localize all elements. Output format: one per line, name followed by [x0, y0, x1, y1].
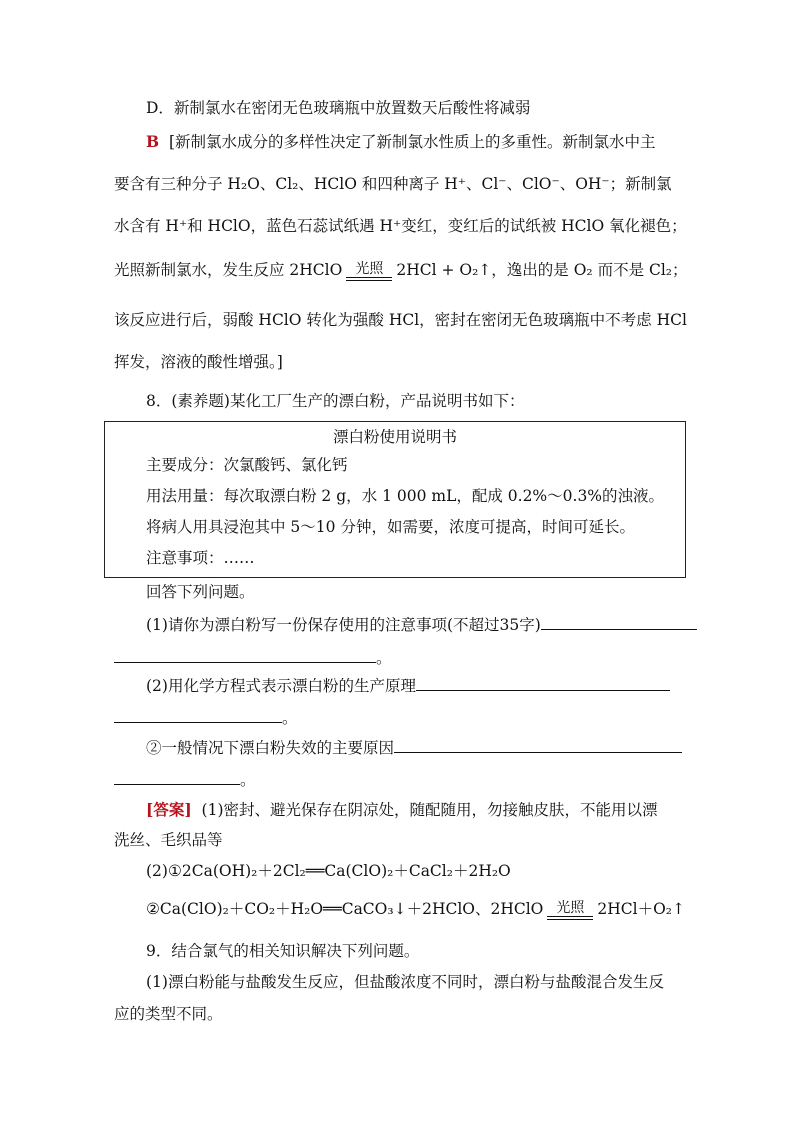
equal-sign — [547, 916, 593, 920]
reaction-condition — [346, 261, 392, 281]
instruction-box — [104, 421, 686, 578]
answer8-line3: (2)①2Ca(OH)₂＋2Cl₂══Ca(ClO)₂＋CaCl₂＋2H₂O — [146, 862, 511, 880]
answer-blank[interactable] — [394, 736, 682, 753]
answer-tag: [答案] — [146, 800, 192, 819]
answer8-line2: 洗丝、毛织品等 — [114, 831, 223, 849]
box-line-1: 主要成分：次氯酸钙、氯化钙 — [146, 456, 348, 474]
answer-letter: B — [146, 132, 160, 151]
answer7-line1 — [146, 131, 716, 153]
part2-end: 。 — [282, 709, 298, 727]
condition-label: 光照 — [355, 261, 384, 277]
part1-text: (1)请你为漂白粉写一份保存使用的注意事项(不超过35字) — [146, 616, 541, 634]
question9-line1: (1)漂白粉能与盐酸发生反应，但盐酸浓度不同时，漂白粉与盐酸混合发生反 — [146, 973, 664, 991]
answer7-text1: [新制氯水成分的多样性决定了新制氯水性质上的多重性。新制氯水中主 — [168, 133, 656, 151]
box-line-3: 将病人用具浸泡其中 5～10 分钟，如需要，浓度可提高，时间可延长。 — [146, 518, 635, 536]
answer7-line6: 挥发，溶液的酸性增强。] — [114, 353, 283, 371]
question8-part1-cont — [114, 646, 684, 669]
equal-sign — [346, 277, 392, 281]
box-line-2: 用法用量：每次取漂白粉 2 g，水 1 000 mL，配成 0.2%～0.3%的浊液。 — [146, 487, 665, 505]
question9-line2: 应的类型不同。 — [114, 1005, 223, 1023]
answer8-text1: (1)密封、避光保存在阴凉处，随配随用，勿接触皮肤，不能用以漂 — [201, 801, 658, 819]
part3-text: ②一般情况下漂白粉失效的主要原因 — [146, 739, 395, 757]
question8-part2-cont — [114, 706, 684, 729]
answer-blank[interactable] — [114, 706, 282, 723]
part2-text: (2)用化学方程式表示漂白粉的生产原理 — [146, 677, 416, 695]
answer8-line1 — [146, 799, 716, 821]
question8-part2 — [146, 674, 716, 697]
answer7-line2: 要含有三种分子 H₂O、Cl₂、HClO 和四种离子 H⁺、Cl⁻、ClO⁻、OH⁻；新制氯 — [114, 175, 672, 193]
answer7-text4b: 2HCl + O₂↑，逸出的是 O₂ 而不是 Cl₂； — [396, 261, 688, 279]
answer-blank[interactable] — [541, 613, 697, 630]
box-title: 漂白粉使用说明书 — [332, 428, 457, 446]
answer-blank[interactable] — [114, 768, 240, 785]
part1-end: 。 — [376, 649, 392, 667]
answer-blank[interactable] — [114, 646, 376, 663]
answer8-text4b: 2HCl＋O₂↑ — [597, 900, 685, 918]
question8-part3 — [146, 736, 716, 759]
question8-intro: 回答下列问题。 — [146, 583, 255, 601]
answer8-line4 — [146, 898, 716, 920]
question8-stem: 8．(素养题)某化工厂生产的漂白粉，产品说明书如下： — [146, 392, 525, 410]
answer-blank[interactable] — [416, 674, 670, 691]
answer7-text4a: 光照新制氯水，发生反应 2HClO — [114, 261, 343, 279]
answer8-text4a: ②Ca(ClO)₂＋CO₂＋H₂O══CaCO₃↓＋2HClO、2HClO — [146, 900, 544, 918]
answer7-line5: 该反应进行后，弱酸 HClO 转化为强酸 HCl，密封在密闭无色玻璃瓶中不考虑 HCl — [114, 311, 687, 329]
reaction-condition — [547, 900, 593, 920]
condition-label: 光照 — [556, 900, 585, 916]
box-line-4: 注意事项：…… — [146, 549, 255, 567]
question8-part3-cont — [114, 768, 684, 791]
answer7-line4 — [114, 259, 688, 281]
option-d: D．新制氯水在密闭无色玻璃瓶中放置数天后酸性将减弱 — [146, 99, 531, 117]
question8-part1 — [146, 613, 716, 636]
part3-end: 。 — [240, 771, 256, 789]
question9-stem: 9．结合氯气的相关知识解决下列问题。 — [146, 942, 420, 960]
answer7-line3: 水含有 H⁺和 HClO，蓝色石蕊试纸遇 H⁺变红，变红后的试纸被 HClO 氧化褪色； — [114, 217, 687, 235]
